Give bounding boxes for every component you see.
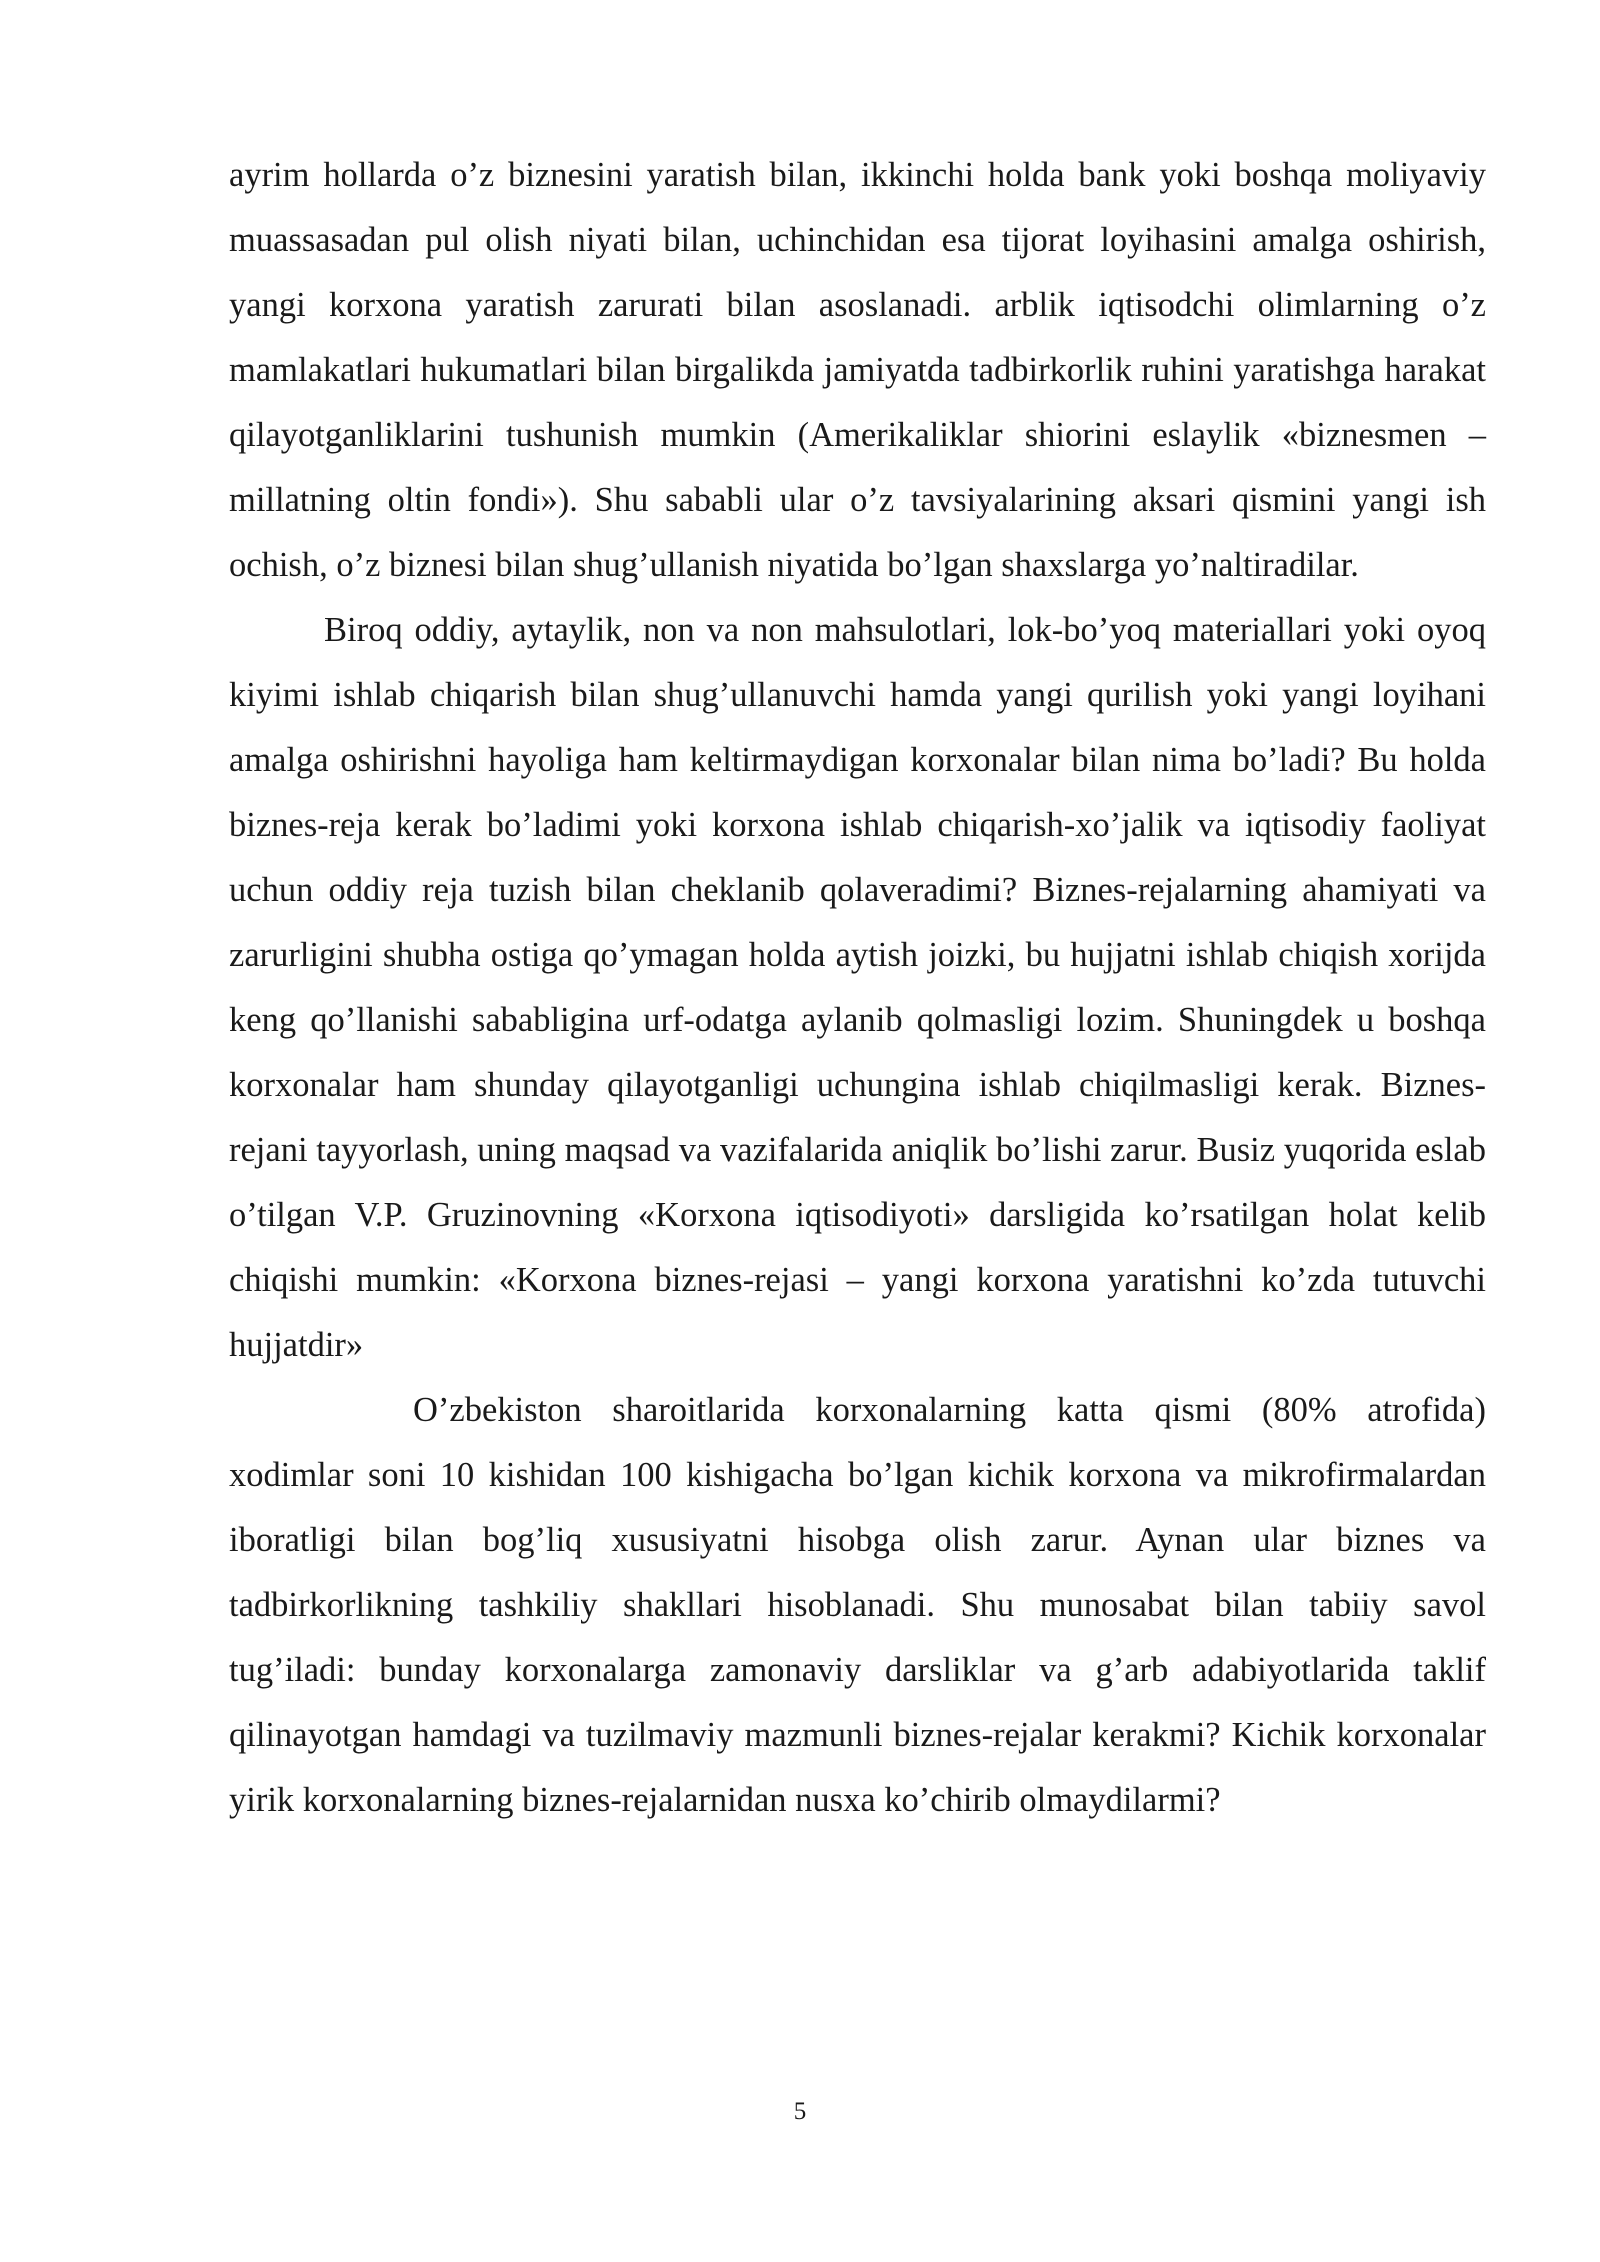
paragraph-3: O’zbekiston sharoitlarida korxonalarning katta qismi (80% atrofida) xodimlar soni 10 kishidan 100 kishigacha bo’lgan kichik korxona va mikrofirmalardan iboratligi bilan bog’liq xususiyatni hisobga olish zarur. Aynan ular biznes va tadbirkorlikning tashkiliy shakllari hisoblanadi. Shu munosabat bilan tabiiy savol tug’iladi: bunday korxonalarga zamonaviy darsliklar va g’arb adabiyotlarida taklif qilinayotgan hamdagi va tuzilmaviy mazmunli biznes-rejalar kerakmi? Kichik korxonalar yirik korxonalarning biznes-rejalarnidan nusxa ko’chirib olmaydilarmi? <box>229 1391 1486 1819</box>
document-body <box>229 143 1486 1833</box>
paragraph-2: Biroq oddiy, aytaylik, non va non mahsulotlari, lok-bo’yoq materiallari yoki oyoq kiyimi ishlab chiqarish bilan shug’ullanuvchi hamda yangi qurilish yoki yangi loyihani amalga oshirishni hayoliga ham keltirmaydigan korxonalar bilan nima bo’ladi? Bu holda biznes-reja kerak bo’ladimi yoki korxona ishlab chiqarish-xo’jalik va iqtisodiy faoliyat uchun oddiy reja tuzish bilan cheklanib qolaveradimi? Biznes-rejalarning ahamiyati va zarurligini shubha ostiga qo’ymagan holda aytish joizki, bu hujjatni ishlab chiqish xorijda keng qo’llanishi sababligina urf-odatga aylanib qolmasligi lozim. Shuningdek u boshqa korxonalar ham shunday qilayotganligi uchungina ishlab chiqilmasligi kerak. Biznes-rejani tayyorlash, uning maqsad va vazifalarida aniqlik bo’lishi zarur. Busiz yuqorida eslab o’tilgan V.P. Gruzinovning «Korxona iqtisodiyoti» darsligida ko’rsatilgan holat kelib chiqishi mumkin: «Korxona biznes-rejasi – yangi korxona yaratishni ko’zda tutuvchi hujjatdir» <box>229 611 1486 1364</box>
page-number: 5 <box>793 2098 807 2125</box>
paragraph-1: ayrim hollarda o’z biznesini yaratish bilan, ikkinchi holda bank yoki boshqa moliyaviy muassasadan pul olish niyati bilan, uchinchidan esa tijorat loyihasini amalga oshirish, yangi korxona yaratish zarurati bilan asoslanadi. arblik iqtisodchi olimlarning o’z mamlakatlari hukumatlari bilan birgalikda jamiyatda tadbirkorlik ruhini yaratishga harakat qilayotganliklarini tushunish mumkin (Amerikaliklar shiorini eslaylik «biznesmen – millatning oltin fondi»). Shu sababli ular o’z tavsiyalarining aksari qismini yangi ish ochish, o’z biznesi bilan shug’ullanish niyatida bo’lgan shaxslarga yo’naltiradilar. <box>229 156 1486 584</box>
